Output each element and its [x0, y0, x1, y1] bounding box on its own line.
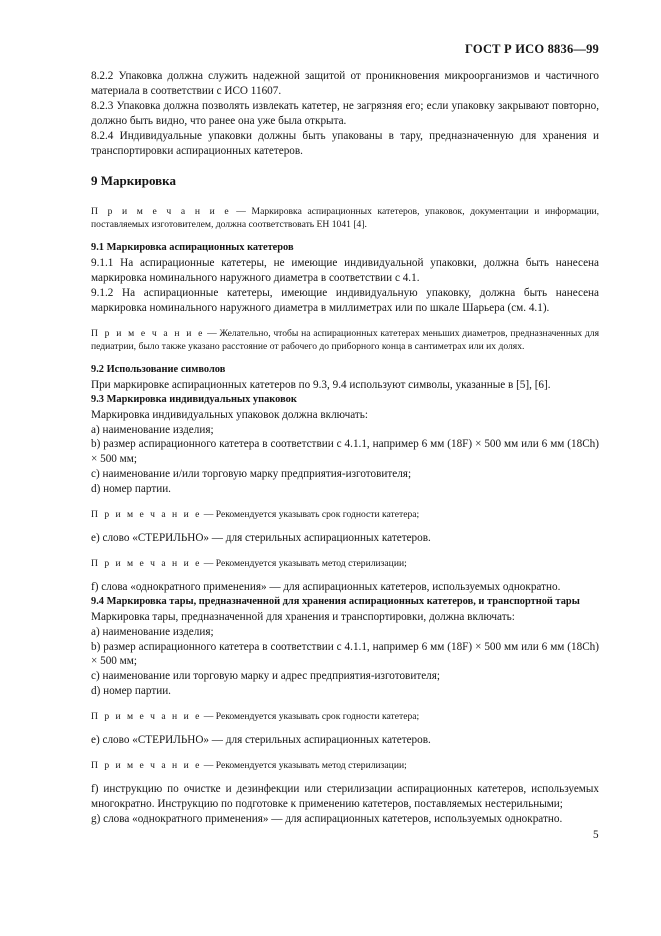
- clause-9-3-a: a) наименование изделия;: [91, 423, 214, 436]
- note-9-4-method: [91, 759, 599, 772]
- clause-9-4-intro: Маркировка тары, предназначенной для хранения и транспортировки, должна включать:: [91, 610, 515, 623]
- note-text: — Рекомендуется указывать срок годности катетера;: [201, 711, 420, 723]
- heading-9-4: 9.4 Маркировка тары, предназначенной для хранения аспирационных катетеров, и транспортной тары: [91, 595, 580, 607]
- clause-9-4-b: b) размер аспирационного катетера в соответствии с 4.1.1, например 6 мм (18F) × 500 мм или 6 мм (18Ch) × 500 мм;: [91, 640, 599, 668]
- clause-9-4-d: d) номер партии.: [91, 685, 171, 698]
- clause-9-4-g: g) слова «однократного применения» — для аспирационных катетеров, используемых однократно.: [91, 812, 563, 825]
- heading-9-1: 9.1 Маркировка аспирационных катетеров: [91, 242, 294, 254]
- clause-9-4-e: e) слово «СТЕРИЛЬНО» — для стерильных аспирационных катетеров.: [91, 734, 431, 747]
- document-body: [91, 69, 599, 827]
- heading-9-2: 9.2 Использование символов: [91, 363, 226, 375]
- note-9-3-method: [91, 557, 599, 570]
- note-text: — Рекомендуется указывать метод стерилизации;: [201, 760, 407, 772]
- page-number: 5: [593, 829, 599, 841]
- note-text: — Желательно, чтобы на аспирационных катетерах меньших диаметров, предназначенных для педиатрии, было также указано расстояние от рабочего до приборного конца в сантиметрах или их долях.: [91, 327, 599, 352]
- note-9-1-2: [91, 327, 599, 353]
- note-9-4-expiry: [91, 710, 599, 723]
- clause-9-4-f: f) инструкцию по очистке и дезинфекции или стерилизации аспирационных катетеров, используемых многократно. Инструкцию по подготовке к применению катетеров, поставляемых нестерильными;: [91, 783, 599, 810]
- clause-9-3-e: e) слово «СТЕРИЛЬНО» — для стерильных аспирационных катетеров.: [91, 532, 431, 545]
- section-title-9: 9 Маркировка: [91, 173, 176, 189]
- clause-9-1-2: 9.1.2 На аспирационные катетеры, имеющие индивидуальную упаковку, должна быть нанесена маркировка номинального наружного диаметра в миллиметрах или по шкале Шарьера (см. 4.1).: [91, 287, 599, 314]
- note-label: П р и м е ч а н и е: [91, 509, 202, 521]
- note-label: П р и м е ч а н и е: [91, 711, 202, 723]
- clause-9-4-a: a) наименование изделия;: [91, 625, 214, 638]
- document-header: ГОСТ Р ИСО 8836—99: [465, 42, 599, 56]
- clause-9-3-f: f) слова «однократного применения» — для аспирационных катетеров, используемых однократно.: [91, 580, 561, 593]
- note-9-3-expiry: [91, 508, 599, 521]
- clause-9-3-c: c) наименование и/или торговую марку предприятия-изготовителя;: [91, 468, 412, 481]
- note-label: П р и м е ч а н и е: [91, 760, 202, 772]
- clause-9-4-c: c) наименование или торговую марку и адрес предприятия-изготовителя;: [91, 670, 441, 683]
- clause-9-3-d: d) номер партии.: [91, 483, 171, 496]
- clause-8-2-4: 8.2.4 Индивидуальные упаковки должны быть упакованы в тару, предназначенную для хранения и транспортировки аспирационных катетеров.: [91, 129, 599, 157]
- note-text: — Рекомендуется указывать срок годности катетера;: [201, 509, 420, 521]
- clause-9-3-intro: Маркировка индивидуальных упаковок должна включать:: [91, 408, 369, 421]
- clause-8-2-2: 8.2.2 Упаковка должна служить надежной защитой от проникновения микроорганизмов и частичного материала в соответствии с ИСО 11607.: [91, 70, 599, 97]
- clause-9-3-b: b) размер аспирационного катетера в соответствии с 4.1.1, например 6 мм (18F) × 500 мм или 6 мм (18Ch) × 500 мм;: [91, 438, 599, 466]
- note-label: П р и м е ч а н и е: [91, 327, 205, 339]
- clause-9-1-1: 9.1.1 На аспирационные катетеры, не имеющие индивидуальной упаковки, должна быть нанесена маркировка номинального наружного диаметра в соответствии с 4.1.: [91, 257, 599, 285]
- note-text: — Маркировка аспирационных катетеров, упаковок, документации и информации, поставляемых изготовителем, должна соответствовать ЕН 1041 [4].: [91, 206, 600, 231]
- note-section-9: [91, 205, 599, 231]
- clause-8-2-3: 8.2.3 Упаковка должна позволять извлекать катетер, не загрязняя его; если упаковку закрывают повторно, должно быть видно, что ранее она уже была открыта.: [91, 99, 599, 127]
- heading-9-3: 9.3 Маркировка индивидуальных упаковок: [91, 393, 297, 405]
- clause-9-2: При маркировке аспирационных катетеров по 9.3, 9.4 используют символы, указанные в [5], [6].: [91, 378, 551, 391]
- note-label: П р и м е ч а н и е: [91, 206, 231, 218]
- note-label: П р и м е ч а н и е: [91, 557, 202, 569]
- note-text: — Рекомендуется указывать метод стерилизации;: [201, 557, 407, 569]
